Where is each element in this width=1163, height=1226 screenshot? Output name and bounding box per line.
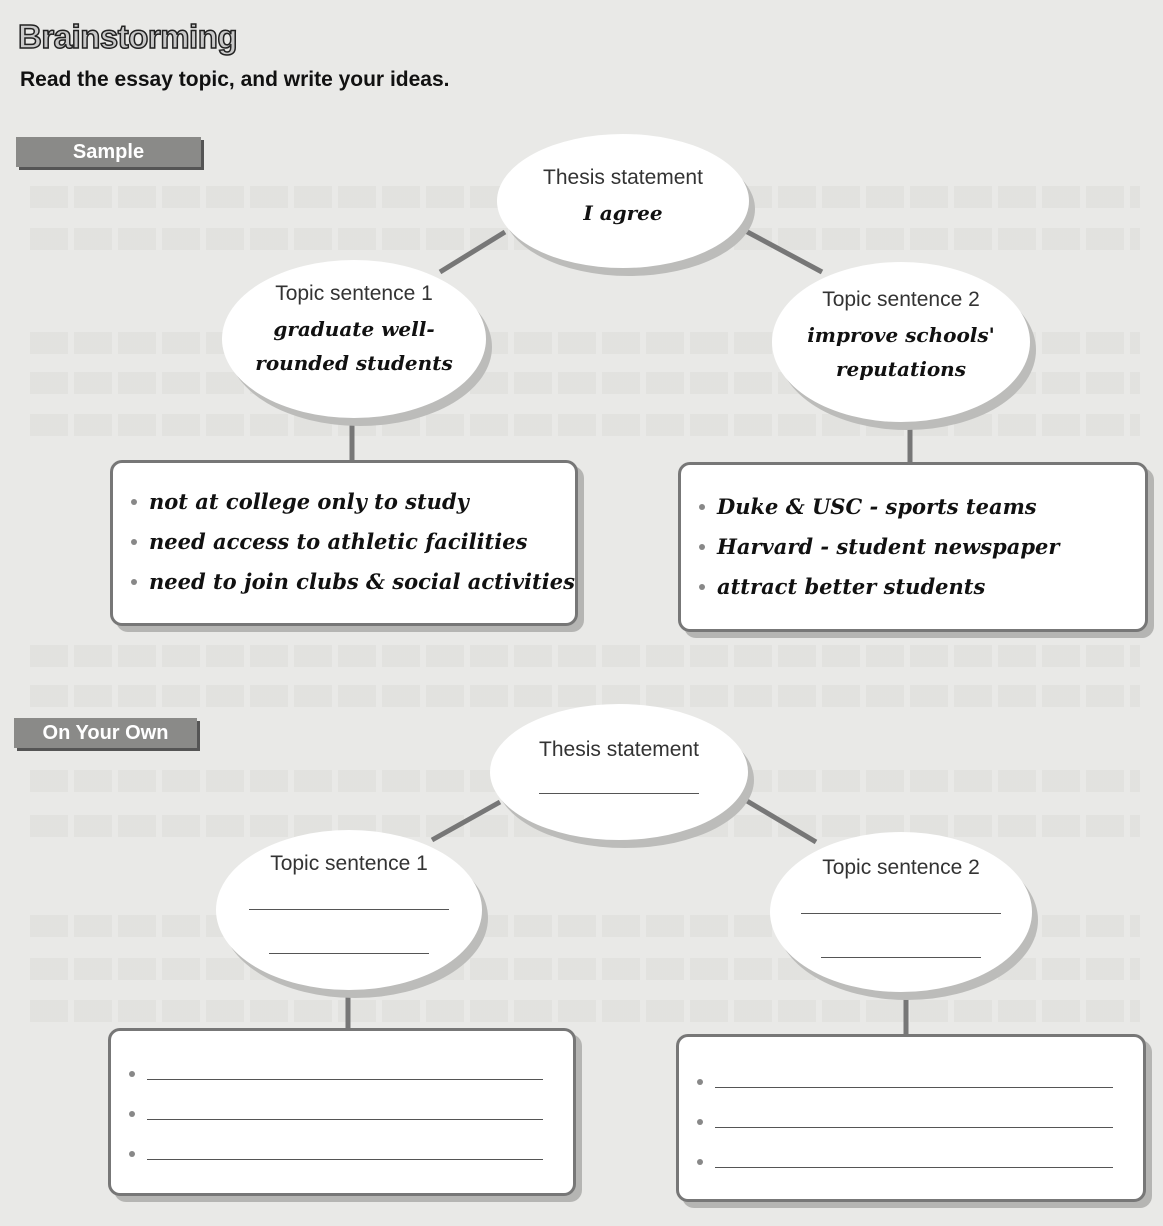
topic2-line1: improve schools' (807, 323, 995, 347)
bullet-icon (129, 1071, 135, 1077)
bullet-icon (129, 1151, 135, 1157)
bullet-icon (697, 1119, 703, 1125)
topic1-heading: Topic sentence 1 (270, 852, 428, 875)
list-item[interactable] (111, 1097, 573, 1137)
thesis-heading: Thesis statement (539, 738, 699, 761)
on-your-own-label: On Your Own (14, 718, 197, 748)
list-item[interactable] (679, 1065, 1143, 1105)
topic1-blank-line[interactable] (269, 952, 429, 954)
bullet-icon (699, 504, 705, 510)
own-thesis-ellipse (490, 704, 748, 840)
list-item: not at college only to study (113, 482, 575, 522)
list-item: need access to athletic facilities (113, 522, 575, 562)
own-topic1-ellipse (216, 830, 482, 990)
list-item[interactable] (679, 1105, 1143, 1145)
sample-label: Sample (16, 137, 201, 167)
connector-line (432, 802, 500, 840)
bullet-icon (697, 1159, 703, 1165)
blank-line[interactable] (147, 1119, 543, 1120)
own-topic2-ellipse (770, 832, 1032, 992)
connector-line (742, 798, 816, 842)
bullet-icon (131, 579, 137, 585)
instructions: Read the essay topic, and write your ideas. (20, 68, 450, 91)
topic2-line2: reputations (836, 357, 966, 381)
thesis-blank-line[interactable] (539, 792, 699, 794)
list-item: Duke & USC - sports teams (681, 487, 1145, 527)
thesis-text: I agree (583, 201, 663, 225)
bullet-icon (697, 1079, 703, 1085)
topic2-blank-line[interactable] (821, 956, 981, 958)
sample-details-box-2 (678, 462, 1148, 632)
own-details-box-1 (108, 1028, 576, 1196)
sample-topic2-ellipse (772, 262, 1030, 422)
connector-line (740, 228, 822, 272)
list-item: attract better students (681, 567, 1145, 607)
bullet-icon (129, 1111, 135, 1117)
blank-line[interactable] (715, 1087, 1113, 1088)
topic1-blank-line[interactable] (249, 908, 449, 910)
list-item: Harvard - student newspaper (681, 527, 1145, 567)
bullet-icon (699, 584, 705, 590)
list-item: need to join clubs & social activities (113, 562, 575, 602)
own-details-box-2 (676, 1034, 1146, 1202)
topic2-blank-line[interactable] (801, 912, 1001, 914)
list-item[interactable] (679, 1145, 1143, 1185)
list-item[interactable] (111, 1137, 573, 1177)
topic2-heading: Topic sentence 2 (822, 288, 980, 311)
topic1-heading: Topic sentence 1 (275, 282, 433, 305)
page-title: Brainstorming (18, 18, 238, 55)
topic1-line1: graduate well- (273, 317, 435, 341)
topic1-line2: rounded students (255, 351, 453, 375)
bullet-icon (131, 499, 137, 505)
bullet-icon (699, 544, 705, 550)
blank-line[interactable] (147, 1079, 543, 1080)
blank-line[interactable] (715, 1127, 1113, 1128)
connector-line (440, 232, 505, 272)
blank-line[interactable] (715, 1167, 1113, 1168)
list-item[interactable] (111, 1057, 573, 1097)
sample-thesis-ellipse (497, 134, 749, 268)
sample-topic1-ellipse (222, 260, 486, 418)
thesis-heading: Thesis statement (543, 166, 703, 189)
sample-details-box-1 (110, 460, 578, 626)
bullet-icon (131, 539, 137, 545)
blank-line[interactable] (147, 1159, 543, 1160)
topic2-heading: Topic sentence 2 (822, 856, 980, 879)
